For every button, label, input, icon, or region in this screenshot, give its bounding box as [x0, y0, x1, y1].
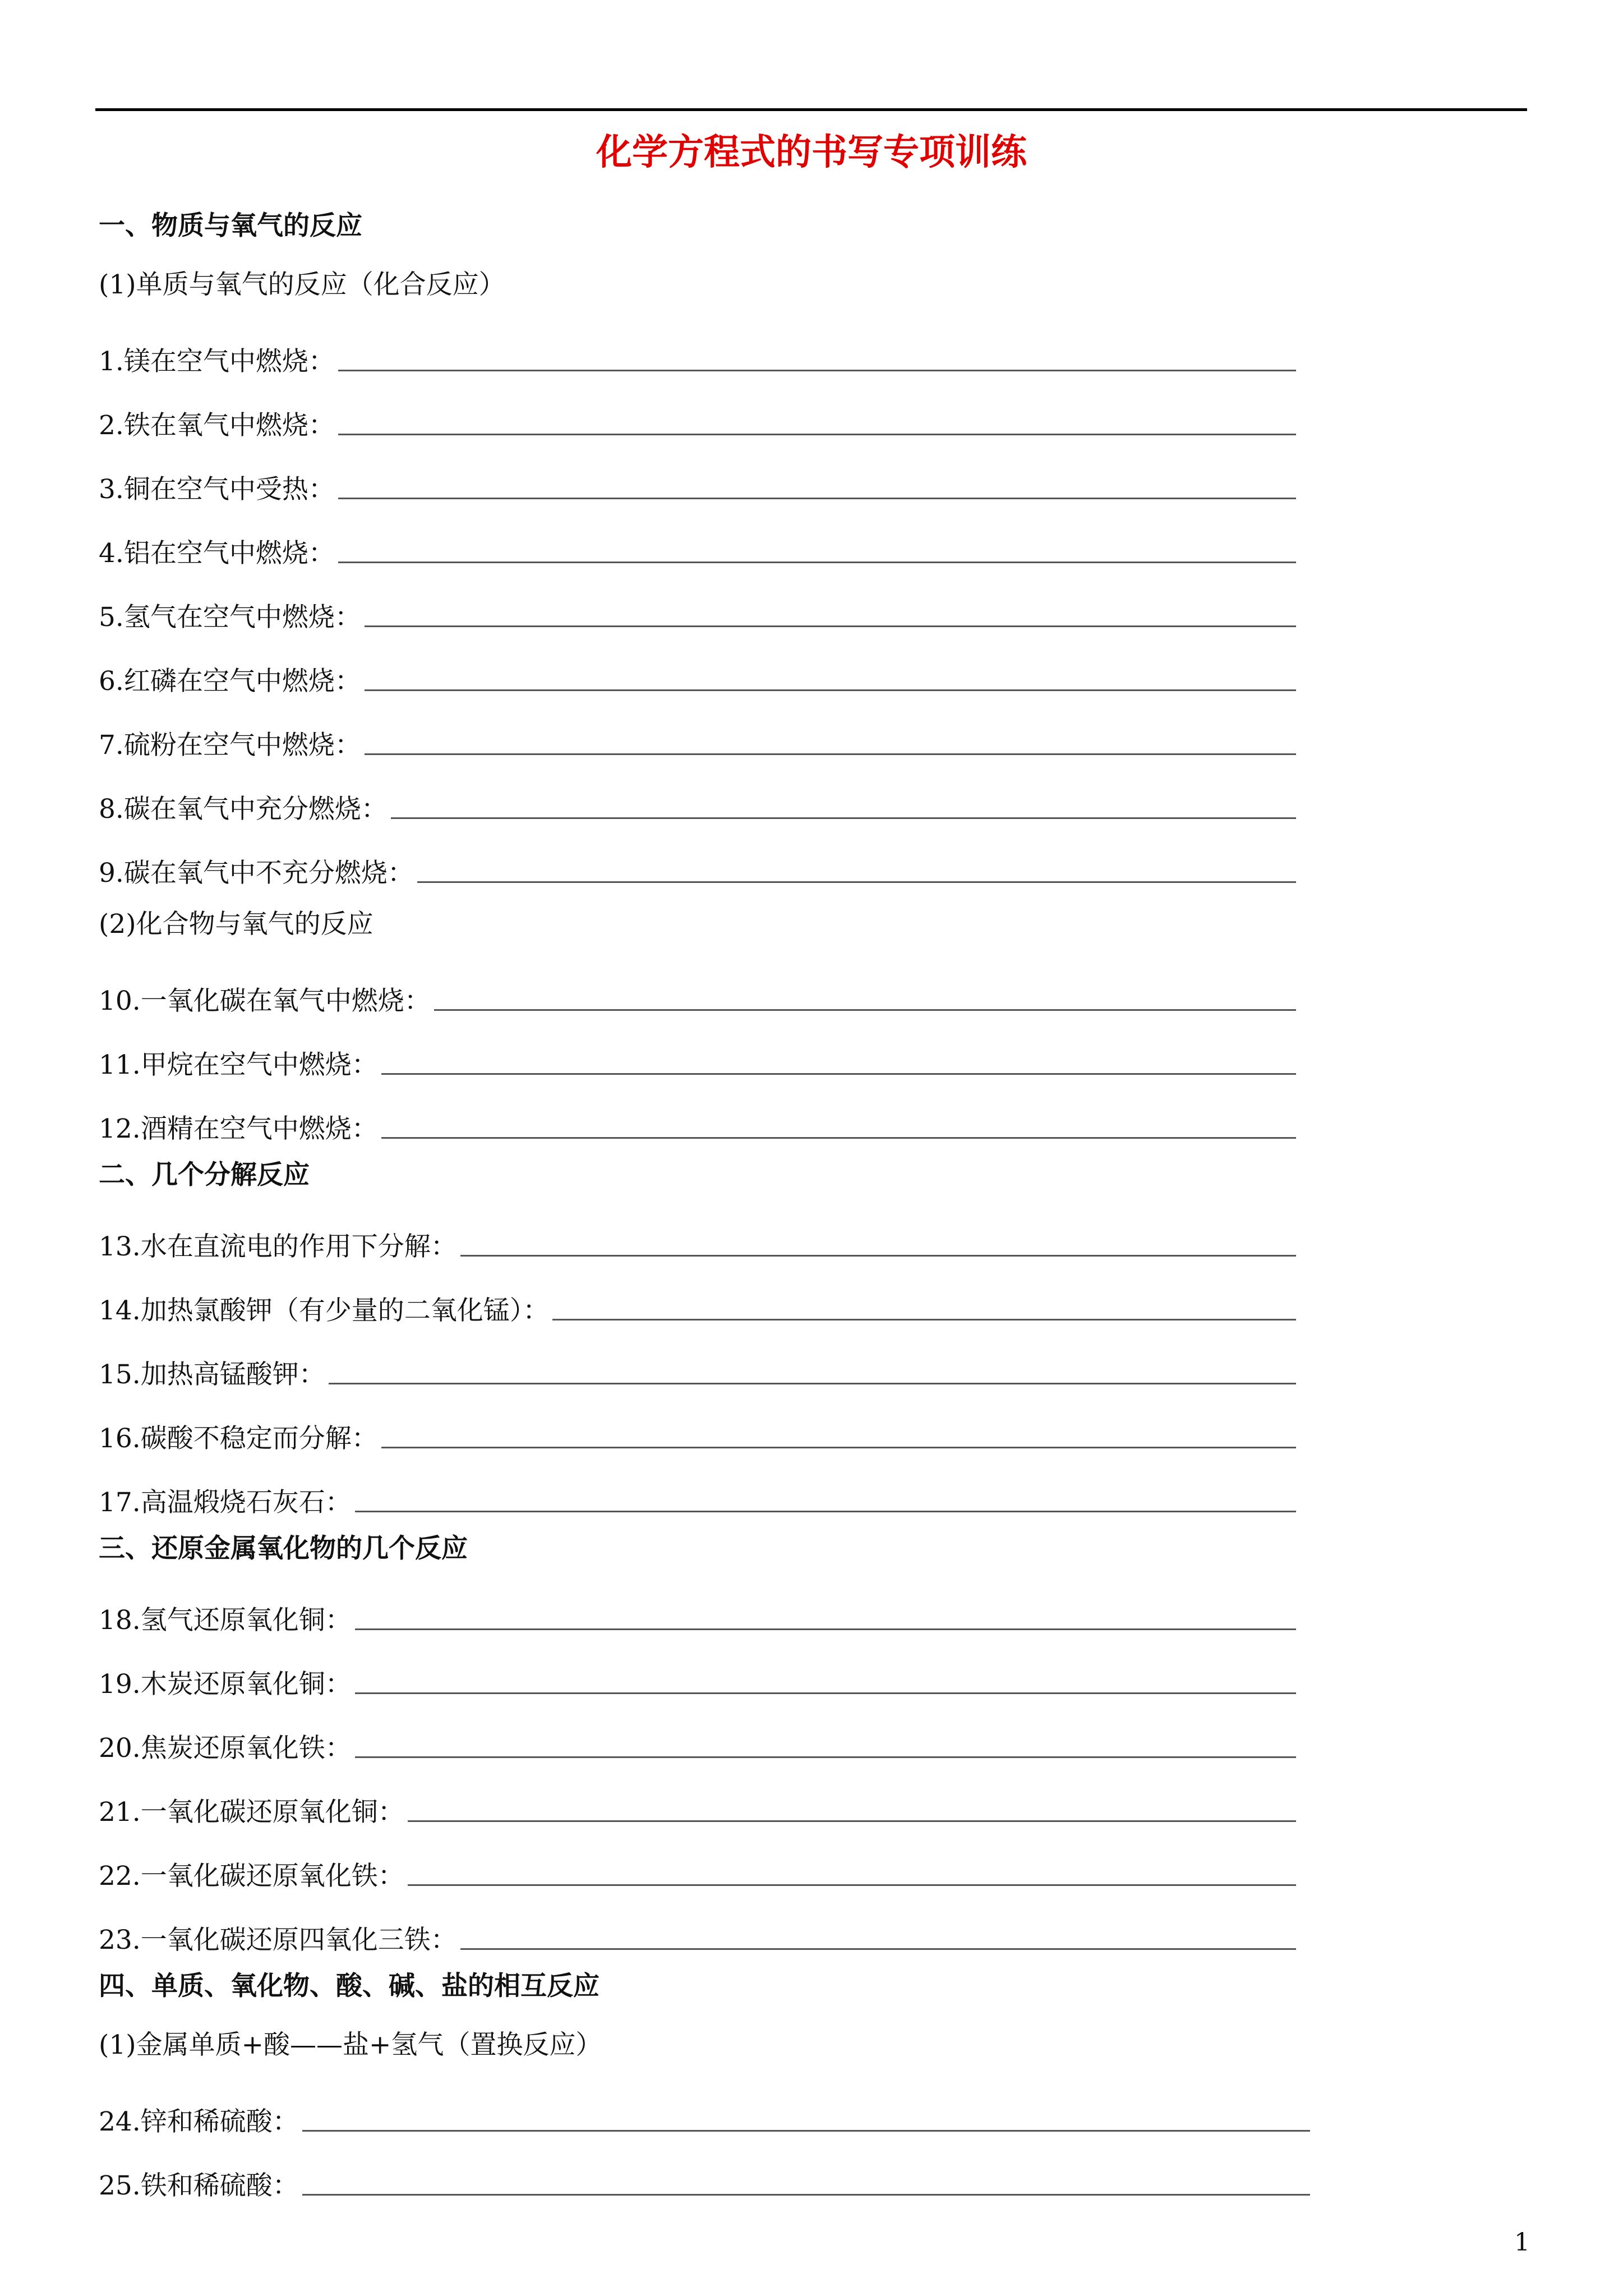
- answer-blank[interactable]: [338, 370, 1296, 371]
- question-item: [99, 634, 1473, 698]
- answer-blank[interactable]: [355, 1628, 1296, 1630]
- question-label: 17.高温煅烧石灰石：: [99, 1487, 352, 1518]
- question-item: [99, 1082, 1473, 1145]
- answer-blank[interactable]: [381, 1137, 1296, 1139]
- answer-blank[interactable]: [338, 562, 1296, 563]
- question-label: 9.碳在氧气中不充分燃烧：: [99, 858, 414, 889]
- answer-blank[interactable]: [355, 1692, 1296, 1694]
- section-heading: 二、几个分解反应: [99, 1159, 310, 1190]
- worksheet-content: [99, 196, 1473, 2202]
- question-item: [99, 954, 1473, 1018]
- question-label: 1.镁在空气中燃烧：: [99, 346, 335, 377]
- question-item: [99, 1391, 1473, 1455]
- answer-blank[interactable]: [408, 1820, 1296, 1822]
- question-item: [99, 1199, 1473, 1263]
- question-item: [99, 314, 1473, 378]
- question-item: [99, 1893, 1473, 1957]
- question-label: 18.氢气还原氧化铜：: [99, 1605, 352, 1636]
- answer-blank[interactable]: [381, 1447, 1296, 1448]
- answer-blank[interactable]: [302, 2130, 1310, 2132]
- question-item: [99, 1765, 1473, 1829]
- question-label: 5.氢气在空气中燃烧：: [99, 602, 361, 633]
- page-number: 1: [1514, 2228, 1530, 2257]
- question-item: [99, 1829, 1473, 1893]
- answer-blank[interactable]: [355, 1756, 1296, 1758]
- top-rule: [95, 108, 1527, 111]
- question-item: [99, 2074, 1473, 2138]
- question-item: [99, 698, 1473, 762]
- question-item: [99, 442, 1473, 506]
- question-label: 25.铁和稀硫酸：: [99, 2170, 299, 2201]
- question-label: 4.铝在空气中燃烧：: [99, 538, 335, 569]
- question-label: 19.木炭还原氧化铜：: [99, 1669, 352, 1700]
- question-label: 10.一氧化碳在氧气中燃烧：: [99, 986, 431, 1016]
- question-label: 24.锌和稀硫酸：: [99, 2106, 299, 2137]
- answer-blank[interactable]: [417, 881, 1296, 883]
- question-label: 11.甲烷在空气中燃烧：: [99, 1050, 378, 1080]
- answer-blank[interactable]: [365, 625, 1296, 627]
- section-heading: 三、还原金属氧化物的几个反应: [99, 1533, 468, 1564]
- question-item: [99, 1637, 1473, 1701]
- question-label: 2.铁在氧气中燃烧：: [99, 410, 335, 441]
- answer-blank[interactable]: [338, 498, 1296, 499]
- question-label: 20.焦炭还原氧化铁：: [99, 1733, 352, 1764]
- question-item: [99, 1573, 1473, 1637]
- question-item: [99, 826, 1473, 890]
- question-item: [99, 762, 1473, 826]
- subsection-heading: (1)单质与氧气的反应（化合反应）: [99, 269, 505, 300]
- question-label: 16.碳酸不稳定而分解：: [99, 1423, 378, 1454]
- question-item: [99, 1455, 1473, 1519]
- question-label: 23.一氧化碳还原四氧化三铁：: [99, 1925, 457, 1955]
- question-item: [99, 1018, 1473, 1082]
- question-label: 22.一氧化碳还原氧化铁：: [99, 1861, 404, 1892]
- question-label: 15.加热高锰酸钾：: [99, 1359, 325, 1390]
- question-item: [99, 1327, 1473, 1391]
- subsection-heading: (1)金属单质+酸——盐+氢气（置换反应）: [99, 2029, 602, 2060]
- question-item: [99, 1701, 1473, 1765]
- question-item: [99, 570, 1473, 634]
- answer-blank[interactable]: [365, 689, 1296, 691]
- question-item: [99, 2138, 1473, 2202]
- answer-blank[interactable]: [408, 1884, 1296, 1886]
- question-label: 3.铜在空气中受热：: [99, 474, 335, 505]
- question-label: 8.碳在氧气中充分燃烧：: [99, 794, 388, 825]
- answer-blank[interactable]: [338, 434, 1296, 435]
- answer-blank[interactable]: [460, 1948, 1296, 1950]
- page-title: 化学方程式的书写专项训练: [596, 131, 1027, 173]
- question-label: 12.酒精在空气中燃烧：: [99, 1114, 378, 1144]
- question-label: 13.水在直流电的作用下分解：: [99, 1231, 457, 1262]
- answer-blank[interactable]: [381, 1073, 1296, 1075]
- answer-blank[interactable]: [329, 1383, 1296, 1384]
- answer-blank[interactable]: [365, 753, 1296, 755]
- question-item: [99, 506, 1473, 570]
- answer-blank[interactable]: [434, 1009, 1296, 1011]
- question-label: 21.一氧化碳还原氧化铜：: [99, 1797, 404, 1828]
- answer-blank[interactable]: [355, 1511, 1296, 1512]
- answer-blank[interactable]: [552, 1319, 1296, 1320]
- answer-blank[interactable]: [460, 1255, 1296, 1257]
- subsection-heading: (2)化合物与氧气的反应: [99, 908, 374, 940]
- answer-blank[interactable]: [391, 817, 1296, 819]
- section-heading: 一、物质与氧气的反应: [99, 210, 362, 241]
- question-label: 14.加热氯酸钾（有少量的二氧化锰）：: [99, 1295, 550, 1326]
- answer-blank[interactable]: [302, 2194, 1310, 2196]
- question-item: [99, 378, 1473, 442]
- question-item: [99, 1263, 1473, 1327]
- section-heading: 四、单质、氧化物、酸、碱、盐的相互反应: [99, 1970, 600, 2001]
- question-label: 7.硫粉在空气中燃烧：: [99, 730, 361, 761]
- question-label: 6.红磷在空气中燃烧：: [99, 666, 361, 697]
